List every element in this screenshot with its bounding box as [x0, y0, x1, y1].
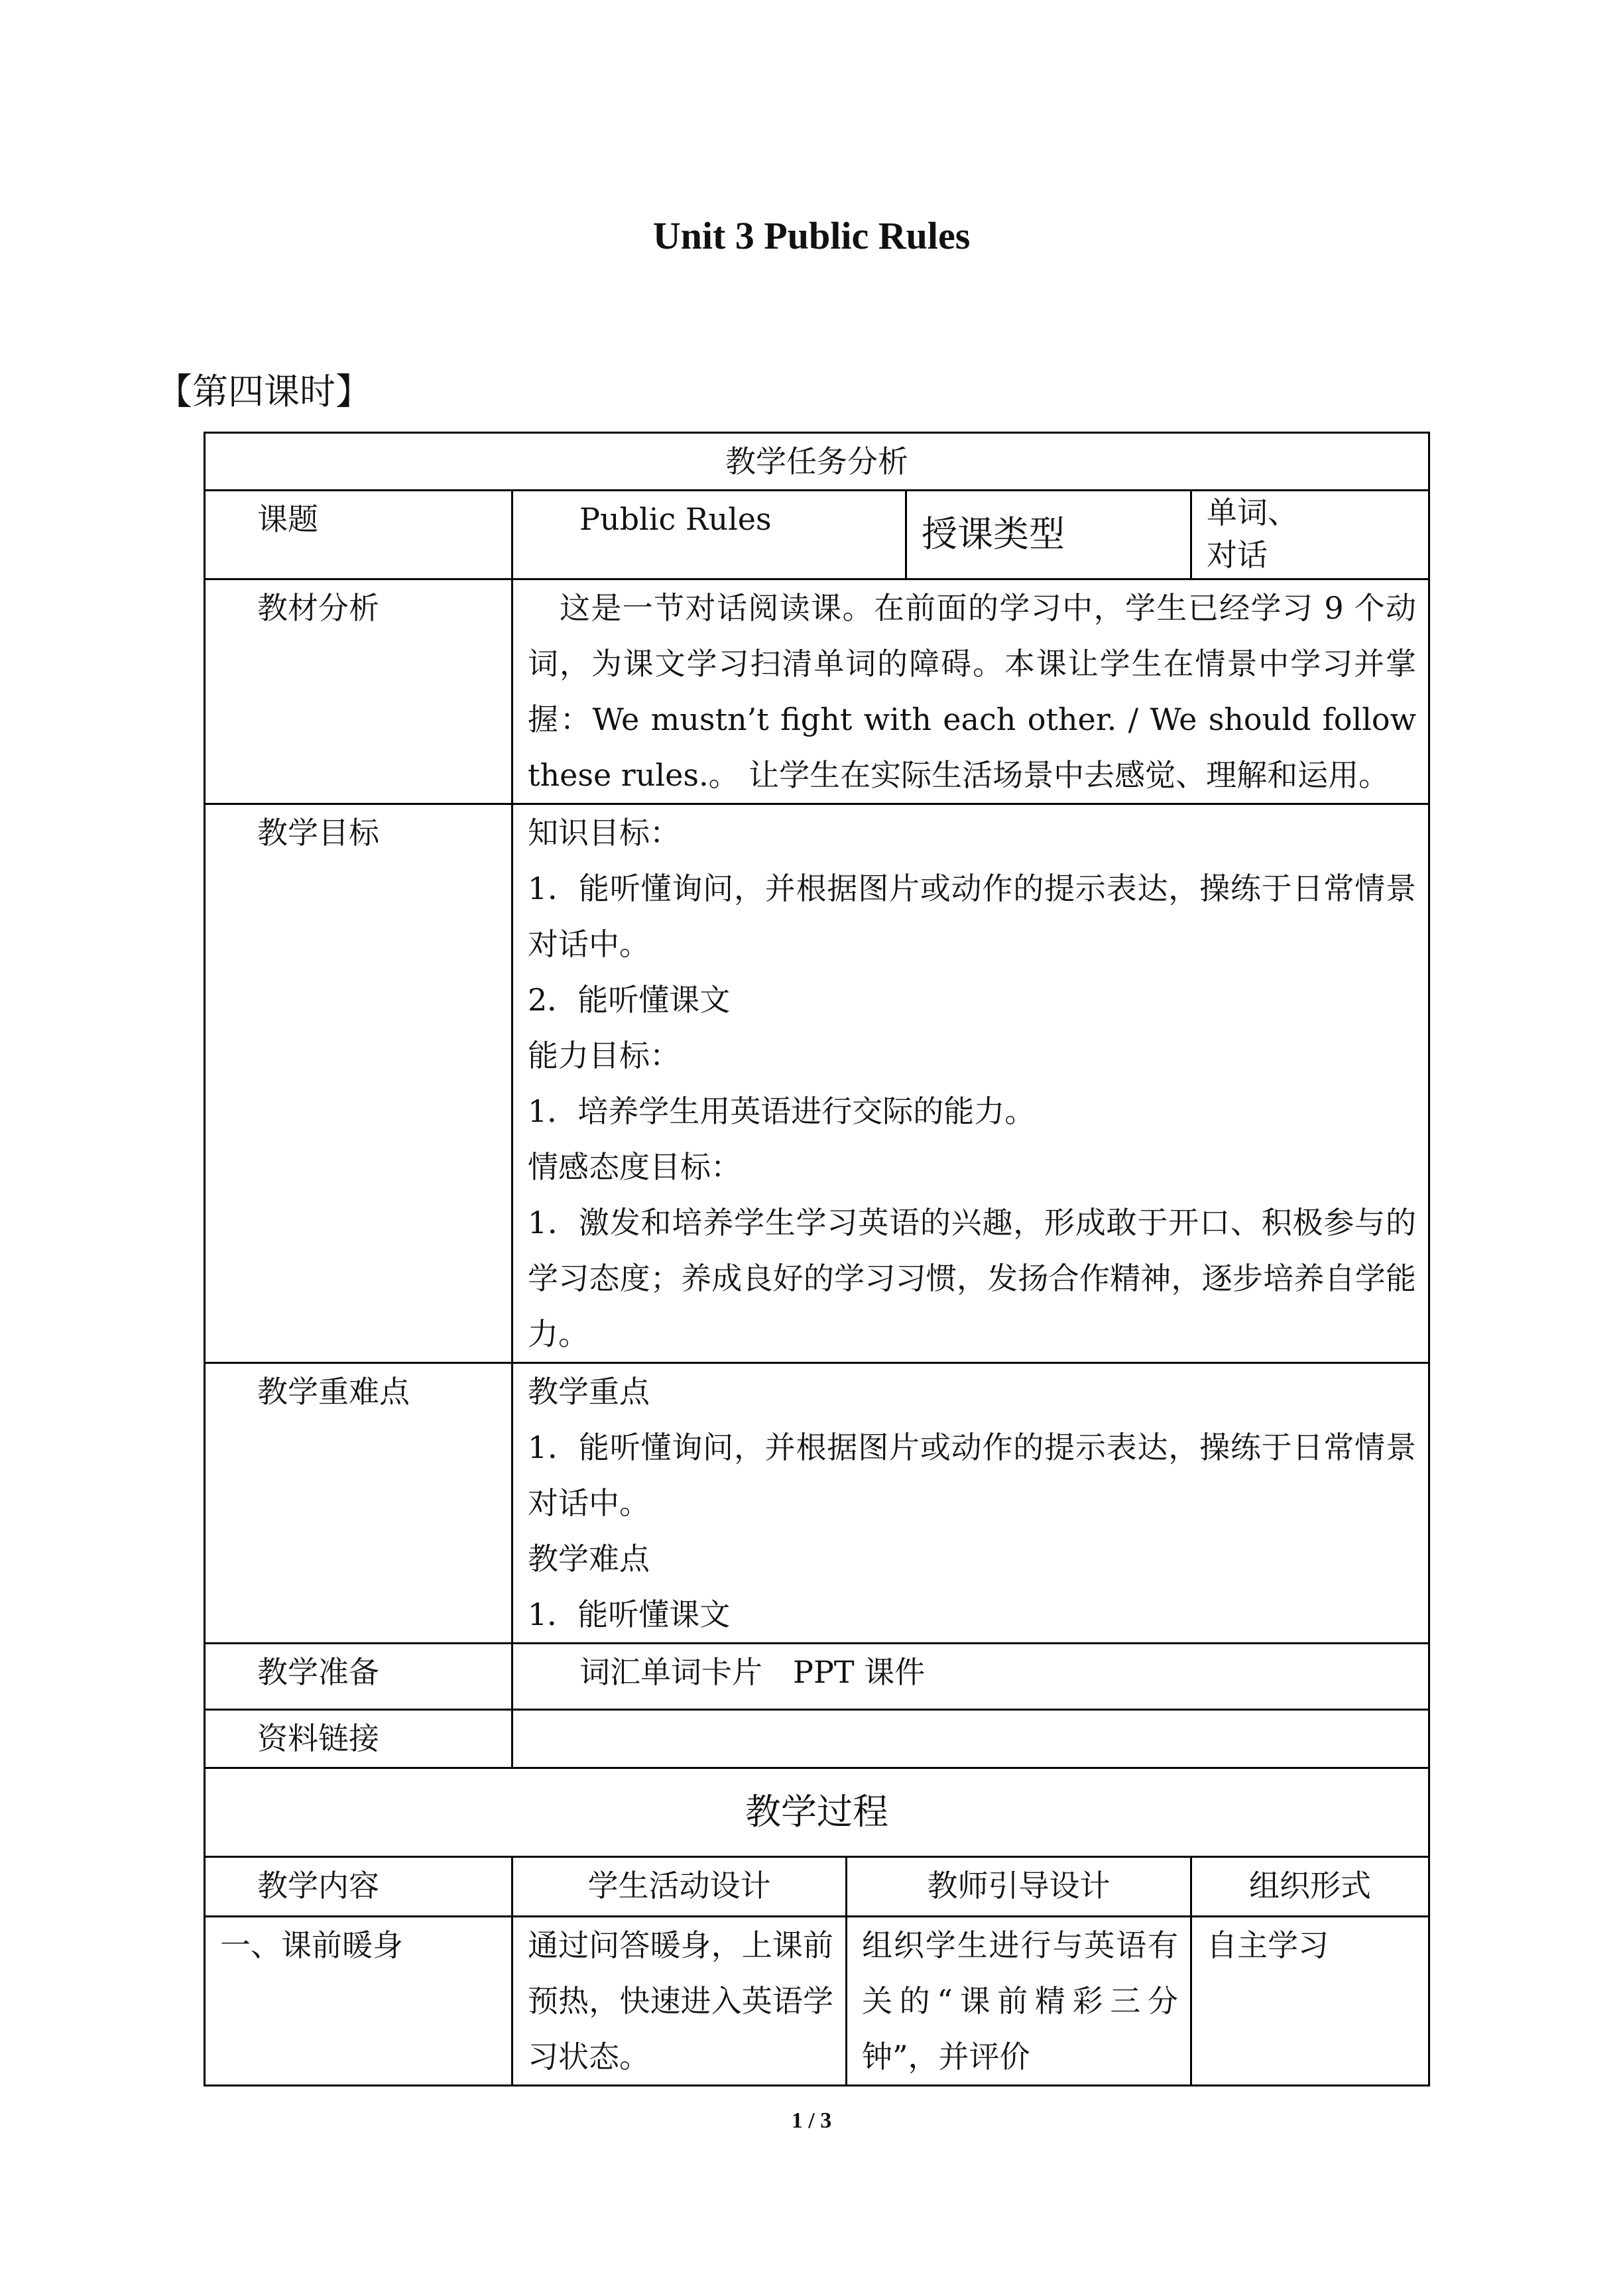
material-analysis-label: 教材分析	[205, 579, 512, 804]
resource-links-value	[512, 1710, 1429, 1768]
section-header-analysis: 教学任务分析	[205, 433, 1429, 491]
process-teacher-guide: 组织学生进行与英语有关的“课前精彩三分钟”，并评价	[847, 1917, 1191, 2086]
key-line: 教学重点	[528, 1374, 650, 1410]
resource-links-label: 资料链接	[205, 1710, 512, 1768]
teaching-goals-text	[512, 804, 1429, 1363]
lesson-type-value-line-1: 单词、	[1207, 495, 1298, 530]
lesson-type-value	[1191, 491, 1429, 579]
key-line: 1．能听懂询问，并根据图片或动作的提示表达，操练于日常情景对话中。	[528, 1429, 1416, 1521]
document-title: Unit 3 Public Rules	[652, 214, 971, 257]
process-content: 一、课前暖身	[205, 1917, 512, 2086]
lesson-type-value-line-2: 对话	[1207, 537, 1268, 573]
topic-label: 课题	[205, 491, 512, 579]
process-header-content: 教学内容	[205, 1857, 512, 1917]
process-header-form: 组织形式	[1191, 1857, 1429, 1917]
process-header-student: 学生活动设计	[512, 1857, 847, 1917]
goal-line: 2．能听懂课文	[528, 982, 731, 1018]
table-row	[205, 1917, 1429, 2086]
lesson-type-label: 授课类型	[906, 491, 1191, 579]
goal-line: 1．培养学生用英语进行交际的能力。	[528, 1093, 1036, 1129]
teaching-goals-label: 教学目标	[205, 804, 512, 1363]
lesson-plan-table	[204, 432, 1430, 2086]
page-number: 1 / 3	[791, 2108, 832, 2133]
goal-line: 情感态度目标：	[528, 1149, 741, 1185]
key-points-label: 教学重难点	[205, 1363, 512, 1644]
process-form: 自主学习	[1191, 1917, 1429, 2086]
preparation-value: 词汇单词卡片 PPT 课件	[512, 1644, 1429, 1710]
goal-line: 1．能听懂询问，并根据图片或动作的提示表达，操练于日常情景对话中。	[528, 871, 1416, 962]
process-student-activity: 通过问答暖身，上课前预热，快速进入英语学习状态。	[512, 1917, 847, 2086]
goal-line: 能力目标：	[528, 1038, 680, 1073]
goal-line: 1．激发和培养学生学习英语的兴趣，形成敢于开口、积极参与的学习态度；养成良好的学习习惯，发扬合作精神，逐步培养自学能力。	[528, 1205, 1416, 1352]
key-line: 教学难点	[528, 1541, 650, 1577]
key-line: 1．能听懂课文	[528, 1597, 731, 1632]
material-analysis-text: 这是一节对话阅读课。在前面的学习中，学生已经学习 9 个动词，为课文学习扫清单词的障碍。本课让学生在情景中学习并掌握：We mustn’t fight with each other. / We should follow these rules.。 让学生在实际生活场景中去感觉、理解和运用。	[512, 579, 1429, 804]
lesson-label: 【第四课时】	[156, 371, 371, 412]
key-points-text	[512, 1363, 1429, 1644]
process-header-teacher: 教师引导设计	[847, 1857, 1191, 1917]
goal-line: 知识目标：	[528, 815, 680, 851]
topic-value: Public Rules	[512, 491, 906, 579]
preparation-label: 教学准备	[205, 1644, 512, 1710]
section-header-process: 教学过程	[205, 1768, 1429, 1857]
